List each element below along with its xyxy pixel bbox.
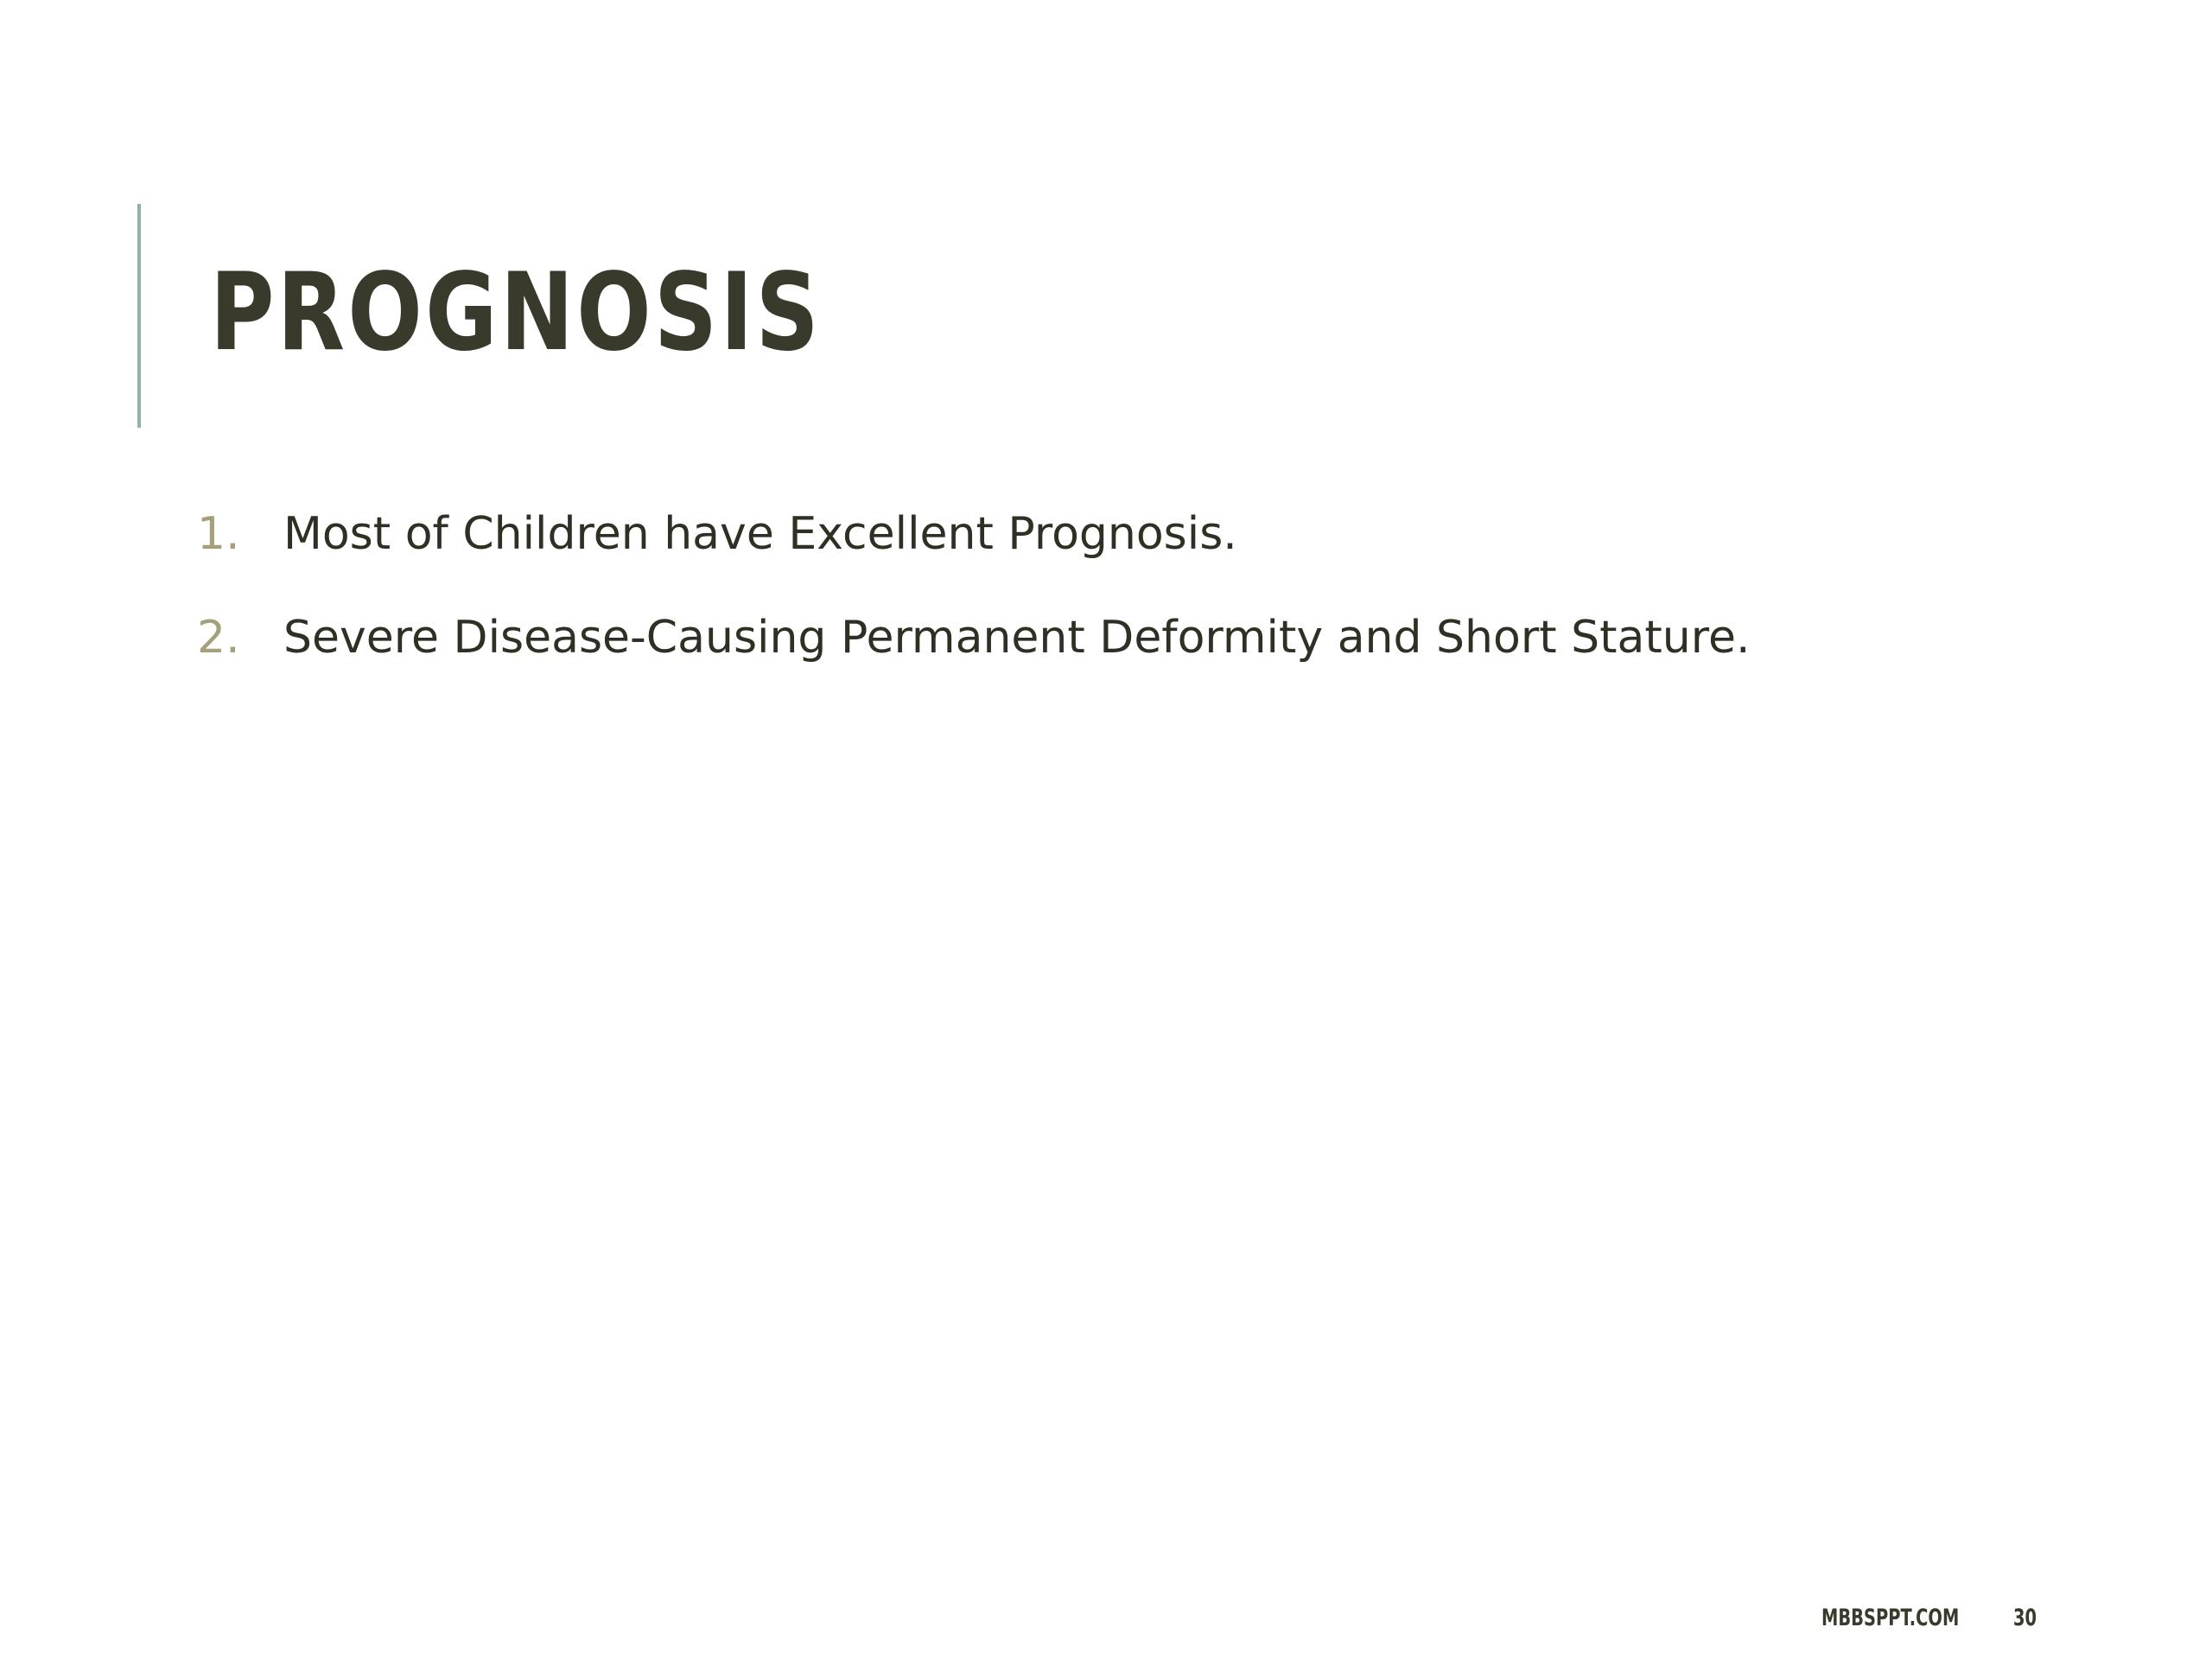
list-item-number: 1. [197, 508, 240, 560]
slide-title: PROGNOSIS [210, 251, 823, 375]
list-item-text: Severe Disease-Causing Permanent Deformity and Short Stature. [283, 612, 1751, 664]
footer-site-label: MBBSPPT.COM [1821, 1605, 1960, 1631]
list-item [197, 505, 1751, 609]
list-item-text: Most of Children have Excellent Prognosis. [283, 508, 1237, 560]
title-accent-bar [137, 204, 141, 428]
list-item-number: 2. [197, 612, 240, 664]
numbered-list [197, 505, 1751, 713]
slide-page-number: 30 [2013, 1605, 2037, 1631]
list-item [197, 609, 1751, 713]
